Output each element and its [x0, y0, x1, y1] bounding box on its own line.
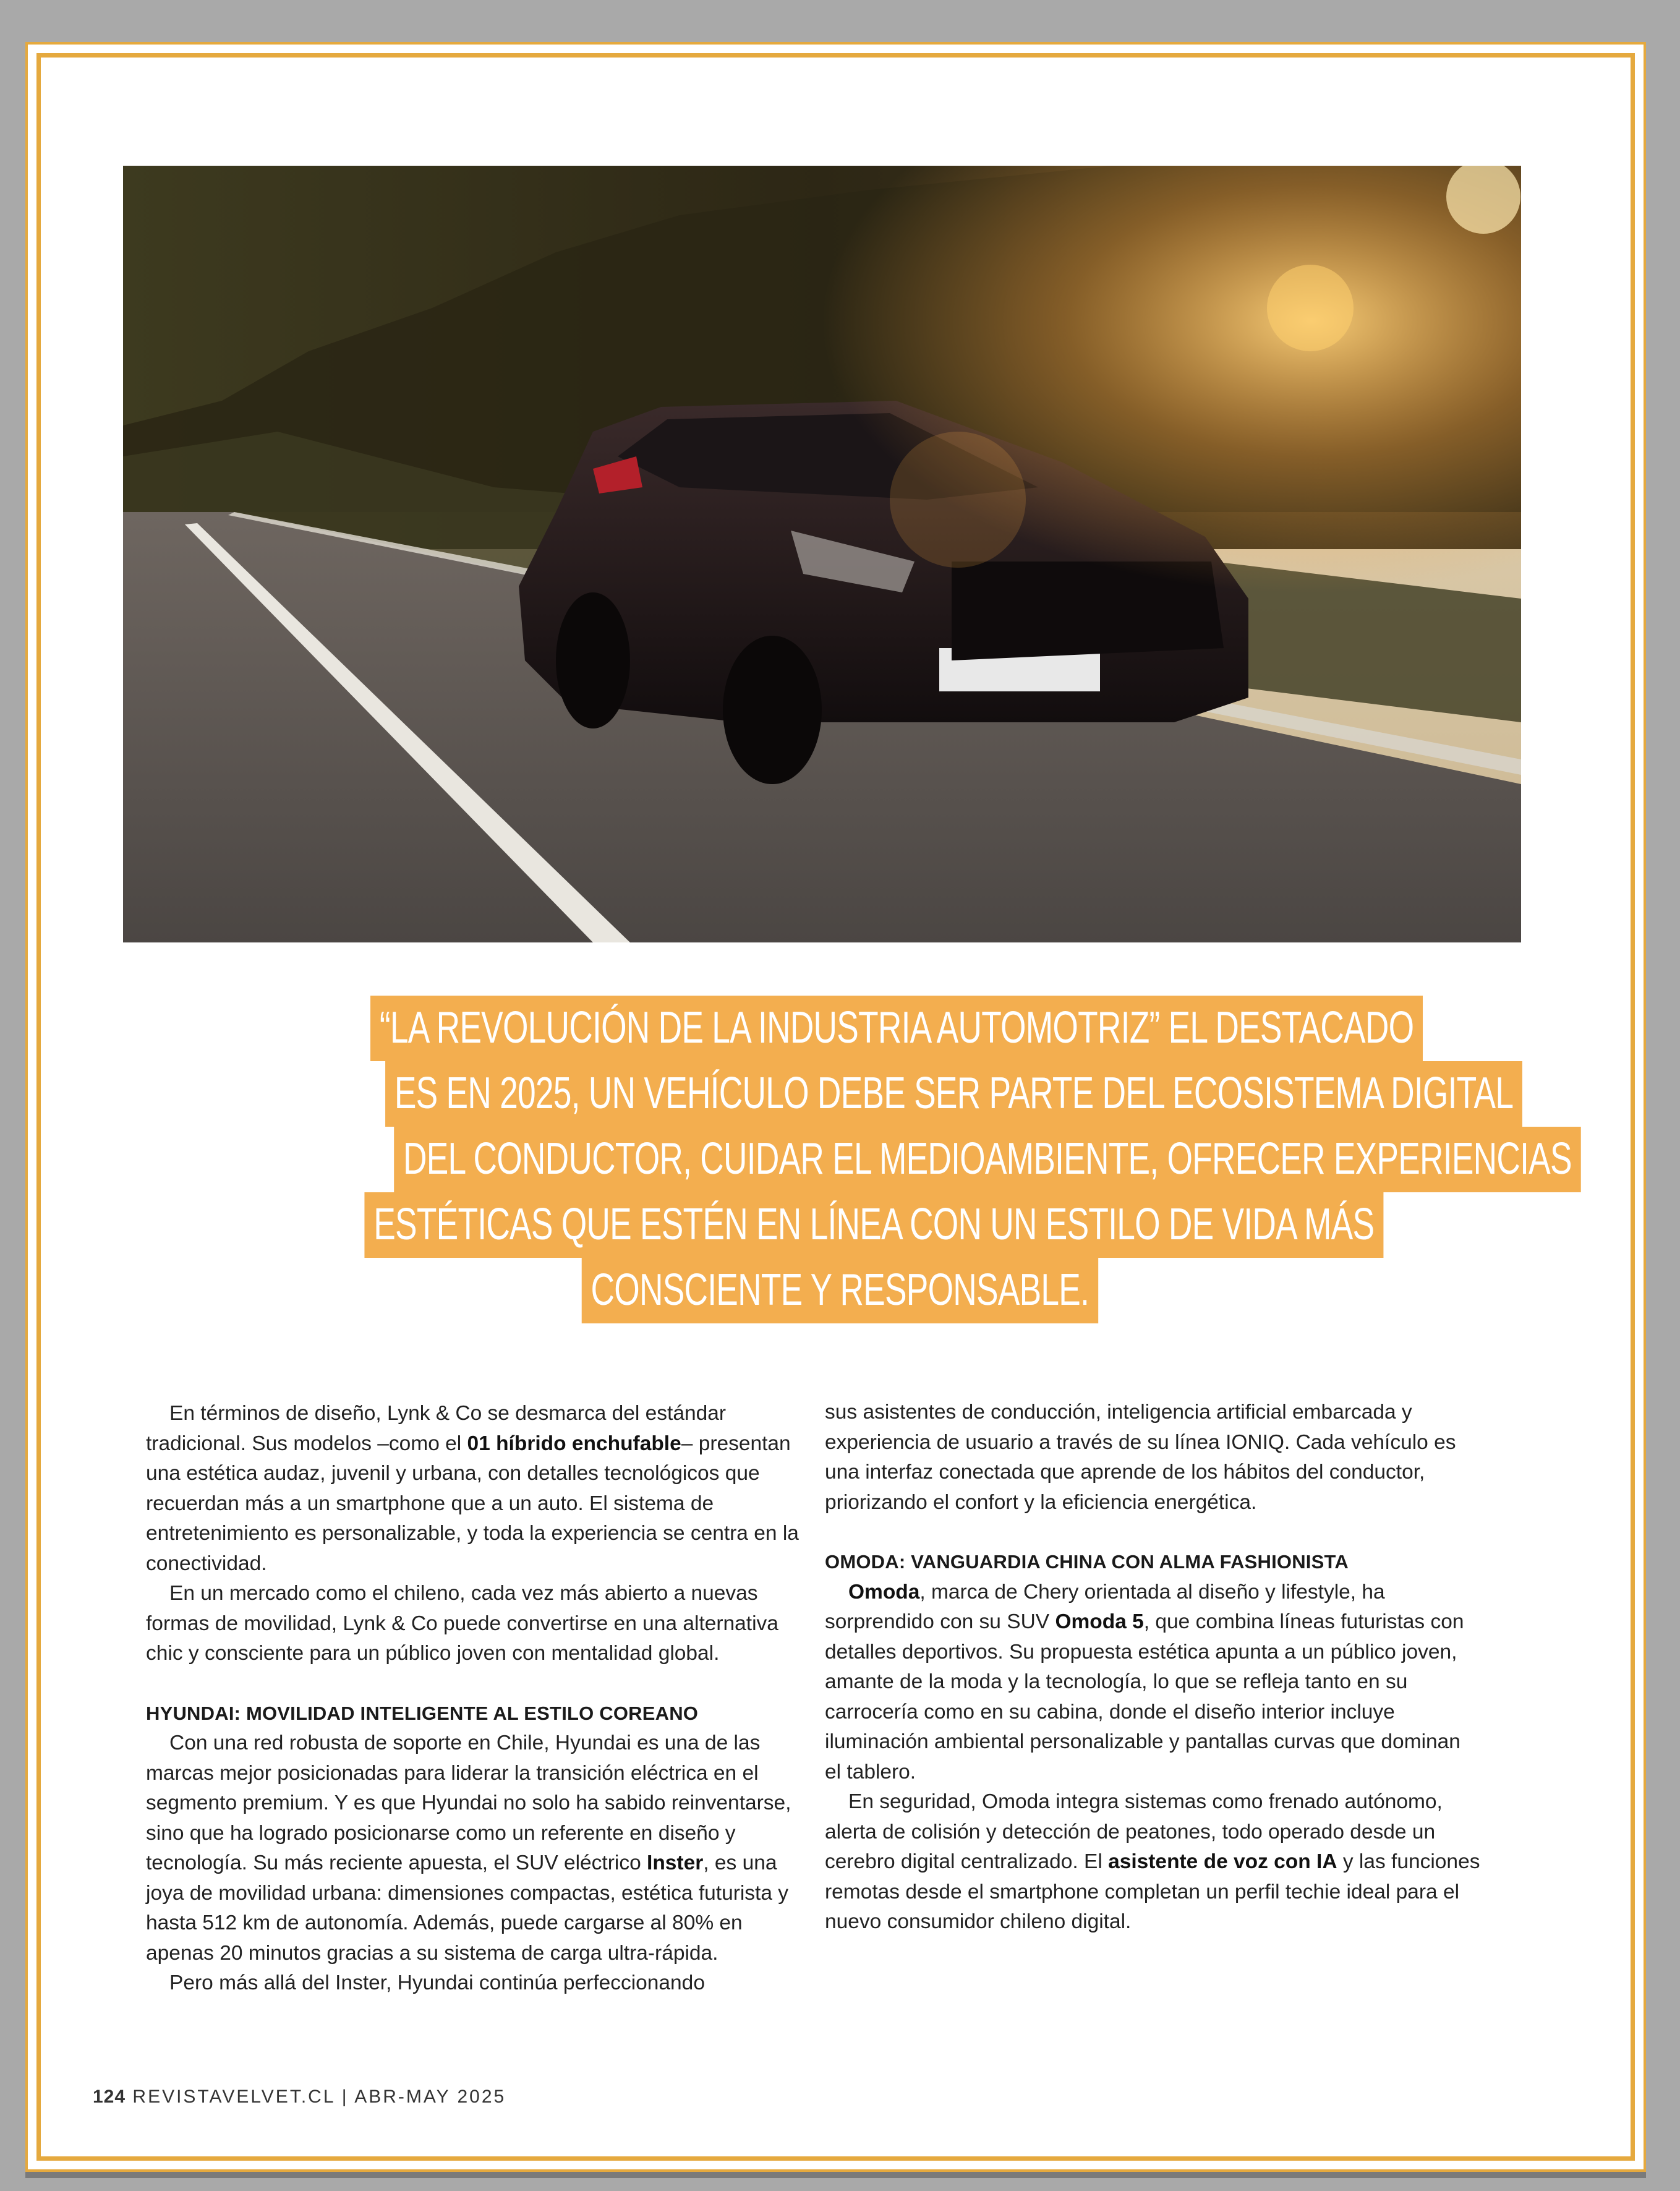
paragraph: En seguridad, Omoda integra sistemas como frenado autónomo, alerta de colisión y detección de peatones, todo operado desde un cerebro digital centralizado. El asistente de voz con IA y las funciones remotas desde el smartphone completan un perfil techie ideal para el nuevo consumidor chileno digital. [825, 1790, 1480, 1933]
pull-quote [185, 996, 1572, 1323]
paragraph: Con una red robusta de soporte en Chile, Hyundai es una de las marcas mejor posicionadas para liderar la transición eléctrica en el segmento premium. Y es que Hyundai no solo ha sabido reinventarse, sino que ha logrado posicionarse como un referente en diseño y tecnología. Su más reciente apuesta, el SUV eléctrico Inster, es una joya de movilidad urbana: dimensiones compactas, estética futurista y hasta 512 km de autonomía. Además, puede cargarse al 80% en apenas 20 minutos gracias a su sistema de carga ultra-rápida. [146, 1732, 791, 1965]
page-footer [93, 2086, 506, 2108]
section-heading-omoda: OMODA: VANGUARDIA CHINA CON ALMA FASHIONISTA [825, 1551, 1349, 1573]
paragraph: Omoda, marca de Chery orientada al diseño y lifestyle, ha sorprendido con su SUV Omoda 5, que combina líneas futuristas con detalles deportivos. Su propuesta estética apunta a un público joven, amante de la moda y la tecnología, lo que se refleja tanto en su carrocería como en su cabina, donde el diseño interior incluye iluminación ambiental personalizable y pantallas curvas que dominan el tablero. [825, 1580, 1464, 1783]
publication-info: REVISTAVELVET.CL | ABR-MAY 2025 [132, 2086, 506, 2107]
paragraph: Pero más allá del Inster, Hyundai continúa perfeccionando [169, 1971, 705, 1994]
quote-line-1: “LA REVOLUCIÓN DE LA INDUSTRIA AUTOMOTRIZ” EL DESTACADO [370, 996, 1423, 1061]
hero-car-photo [123, 166, 1521, 942]
article-column-right [825, 1398, 1480, 1937]
quote-line-2: ES EN 2025, UN VEHÍCULO DEBE SER PARTE DEL ECOSISTEMA DIGITAL [385, 1061, 1522, 1127]
car-on-road-illustration [123, 166, 1521, 942]
paragraph: En un mercado como el chileno, cada vez más abierto a nuevas formas de movilidad, Lynk & Co puede convertirse en una alternativa chic y consciente para un público joven con mentalidad global. [146, 1582, 778, 1665]
page-shadow [25, 2172, 1646, 2178]
quote-line-5: CONSCIENTE Y RESPONSABLE. [582, 1258, 1098, 1323]
section-heading-hyundai: HYUNDAI: MOVILIDAD INTELIGENTE AL ESTILO COREANO [146, 1702, 699, 1724]
paragraph: sus asistentes de conducción, inteligencia artificial embarcada y experiencia de usuario a través de su línea IONIQ. Cada vehículo es una interfaz conectada que aprende de los hábitos del conductor, priorizando el confort y la eficiencia energética. [825, 1401, 1456, 1514]
quote-line-3: DEL CONDUCTOR, CUIDAR EL MEDIOAMBIENTE, OFRECER EXPERIENCIAS [394, 1127, 1580, 1192]
page-number: 124 [93, 2086, 126, 2107]
paragraph: En términos de diseño, Lynk & Co se desmarca del estándar tradicional. Sus modelos –como el 01 híbrido enchufable– presentan una estética audaz, juvenil y urbana, con detalles tecnológicos que recuerdan más a un smartphone que a un auto. El sistema de entretenimiento es personalizable, y toda la experiencia se centra en la conectividad. [146, 1402, 799, 1575]
quote-line-4: ESTÉTICAS QUE ESTÉN EN LÍNEA CON UN ESTILO DE VIDA MÁS [364, 1192, 1383, 1258]
article-column-left [146, 1399, 801, 1999]
